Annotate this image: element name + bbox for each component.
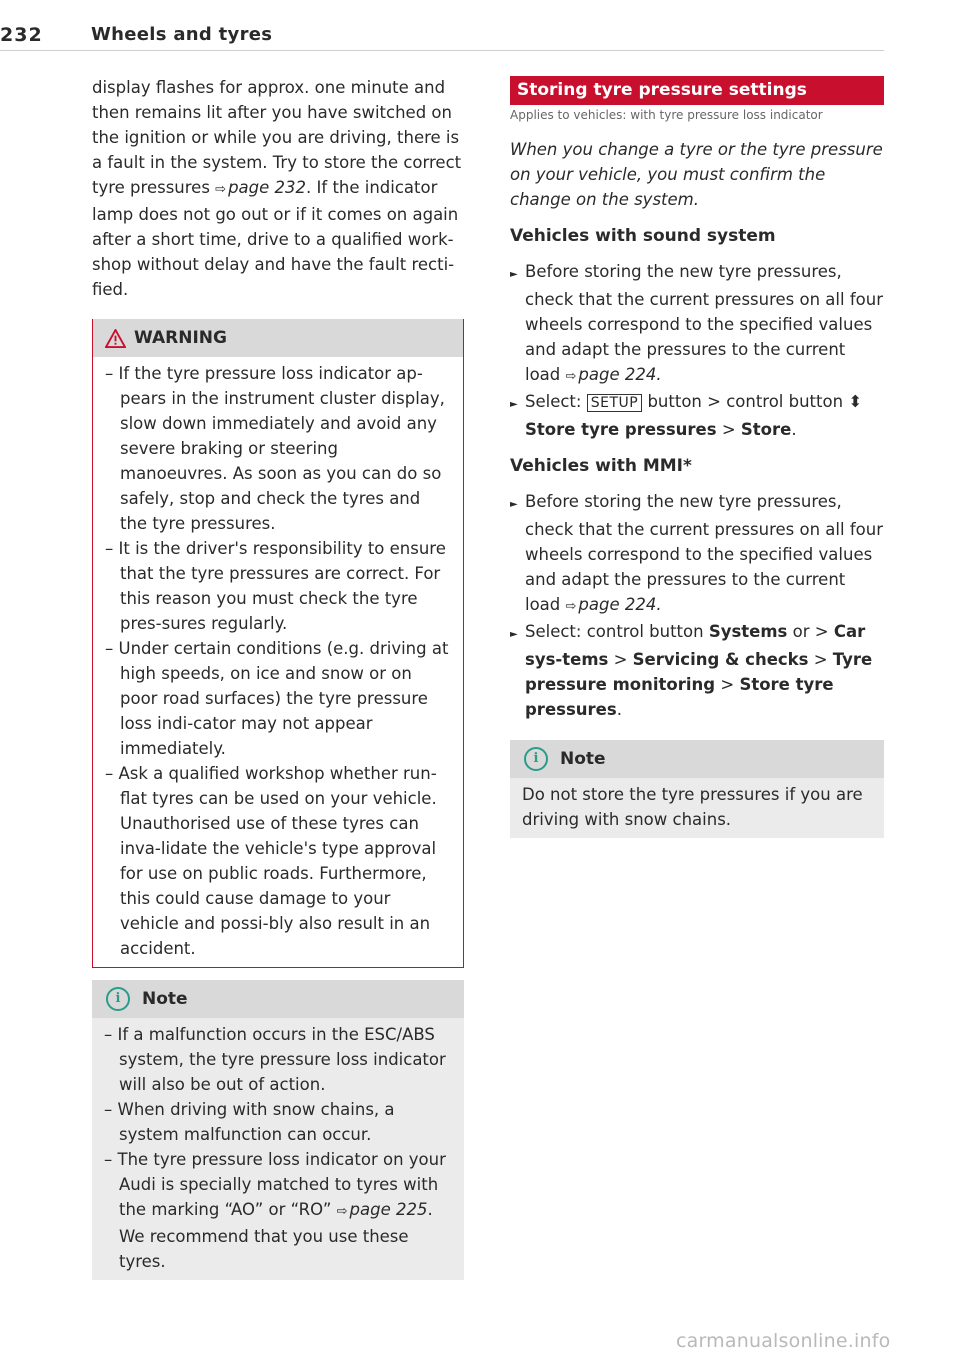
applies-to: Applies to vehicles: with tyre pressure loss indicator bbox=[510, 108, 823, 122]
page-ref-link[interactable]: ⇨ page 224. bbox=[565, 595, 662, 614]
step-item: ► Before storing the new tyre pressures, check that the current pressures on all four wheels correspond to the specified values and adapt the pressures to the current load ⇨ page 224. bbox=[510, 492, 883, 614]
sound-system-heading: Vehicles with sound system bbox=[510, 226, 776, 246]
note-item: – If a malfunction occurs in the ESC/ABS system, the tyre pressure loss indicator will also be out of action. bbox=[104, 1025, 446, 1094]
mmi-heading: Vehicles with MMI* bbox=[510, 456, 692, 476]
up-down-icon: ⬍ bbox=[848, 392, 863, 411]
intro-paragraph: display flashes for approx. one minute and then remains lit after you have switched on the ignition or while you are driving, there is a fault in the system. Try to store the correct tyre pressures ⇨ page 232. If the indicator lamp does not go out or if it comes on again after a short time, drive to a qualified work-shop without delay and have the fault recti-fied. bbox=[92, 78, 462, 299]
warning-triangle-icon bbox=[105, 329, 126, 348]
warning-title: WARNING bbox=[134, 328, 227, 348]
note-item: – The tyre pressure loss indicator on your Audi is specially matched to tyres with the marking “AO” or “RO” ⇨ page 225. We recommend that you use these tyres. bbox=[104, 1150, 446, 1271]
note-title: Note bbox=[560, 749, 606, 769]
right-column bbox=[510, 76, 884, 838]
watermark: carmanualsonline.info bbox=[676, 1330, 891, 1352]
section-intro: When you change a tyre or the tyre pressure on your vehicle, you must confirm the change on the system. bbox=[510, 140, 883, 209]
note-header bbox=[510, 740, 884, 778]
warning-item: – It is the driver's responsibility to ensure that the tyre pressures are correct. For this reason you must check the tyre pres-sures regularly. bbox=[105, 539, 446, 633]
info-icon: i bbox=[524, 747, 548, 771]
arrow-ref-icon: ⇨ bbox=[215, 182, 227, 197]
arrow-ref-icon: ⇨ bbox=[565, 599, 577, 614]
sound-steps bbox=[510, 259, 884, 442]
warning-header bbox=[93, 319, 463, 357]
warning-item: – If the tyre pressure loss indicator ap-pears in the instrument cluster display, slow down immediately and avoid any severe braking or steering manoeuvres. As soon as you can do so safely, stop and check the tyres and the tyre pressures. bbox=[105, 364, 445, 533]
step-item: ► Before storing the new tyre pressures, check that the current pressures on all four wheels correspond to the specified values and adapt the pressures to the current load ⇨ page 224. bbox=[510, 262, 883, 384]
warning-box bbox=[92, 319, 464, 968]
page-ref-link[interactable]: ⇨ page 225 bbox=[336, 1200, 428, 1219]
note-text: Do not store the tyre pressures if you are driving with snow chains. bbox=[522, 785, 863, 829]
note-body bbox=[510, 778, 884, 838]
page-number: 232 bbox=[0, 24, 43, 46]
note-title: Note bbox=[142, 989, 188, 1009]
warning-body bbox=[93, 357, 463, 967]
chapter-title: Wheels and tyres bbox=[91, 24, 273, 45]
bullet-arrow-icon: ► bbox=[510, 499, 518, 510]
warning-item: – Under certain conditions (e.g. driving at high speeds, on ice and snow or on poor road surfaces) the tyre pressure loss indi-cator may not appear immediately. bbox=[105, 639, 449, 758]
note-body bbox=[92, 1018, 464, 1280]
page-header bbox=[0, 20, 884, 51]
warning-item: – Ask a qualified workshop whether run-flat tyres can be used on your vehicle. Unauthorised use of these tyres can inva-lidate the vehicle's type approval for use on public roads. Furthermore, this could cause damage to your vehicle and possi-bly also result in an accident. bbox=[105, 764, 437, 958]
left-column bbox=[92, 75, 464, 1280]
page-ref-link[interactable]: ⇨ page 224. bbox=[565, 365, 662, 384]
setup-key: SETUP bbox=[587, 394, 642, 412]
note-header bbox=[92, 980, 464, 1018]
arrow-ref-icon: ⇨ bbox=[565, 369, 577, 384]
note-box-right bbox=[510, 740, 884, 838]
arrow-ref-icon: ⇨ bbox=[336, 1204, 348, 1219]
section-title: Storing tyre pressure settings bbox=[510, 76, 884, 105]
info-icon: i bbox=[106, 987, 130, 1011]
bullet-arrow-icon: ► bbox=[510, 399, 518, 410]
step-item: ► Select: SETUP button > control button ⬍ Store tyre pressures > Store. bbox=[510, 392, 863, 439]
step-item: ► Select: control button Systems or > Car sys-tems > Servicing & checks > Tyre pressure monitoring > Store tyre pressures. bbox=[510, 622, 873, 719]
note-box-left bbox=[92, 980, 464, 1280]
page-ref-link[interactable]: ⇨ page 232 bbox=[215, 178, 307, 197]
bullet-arrow-icon: ► bbox=[510, 269, 518, 280]
bullet-arrow-icon: ► bbox=[510, 629, 518, 640]
mmi-steps bbox=[510, 489, 884, 722]
note-item: – When driving with snow chains, a system malfunction can occur. bbox=[104, 1100, 395, 1144]
